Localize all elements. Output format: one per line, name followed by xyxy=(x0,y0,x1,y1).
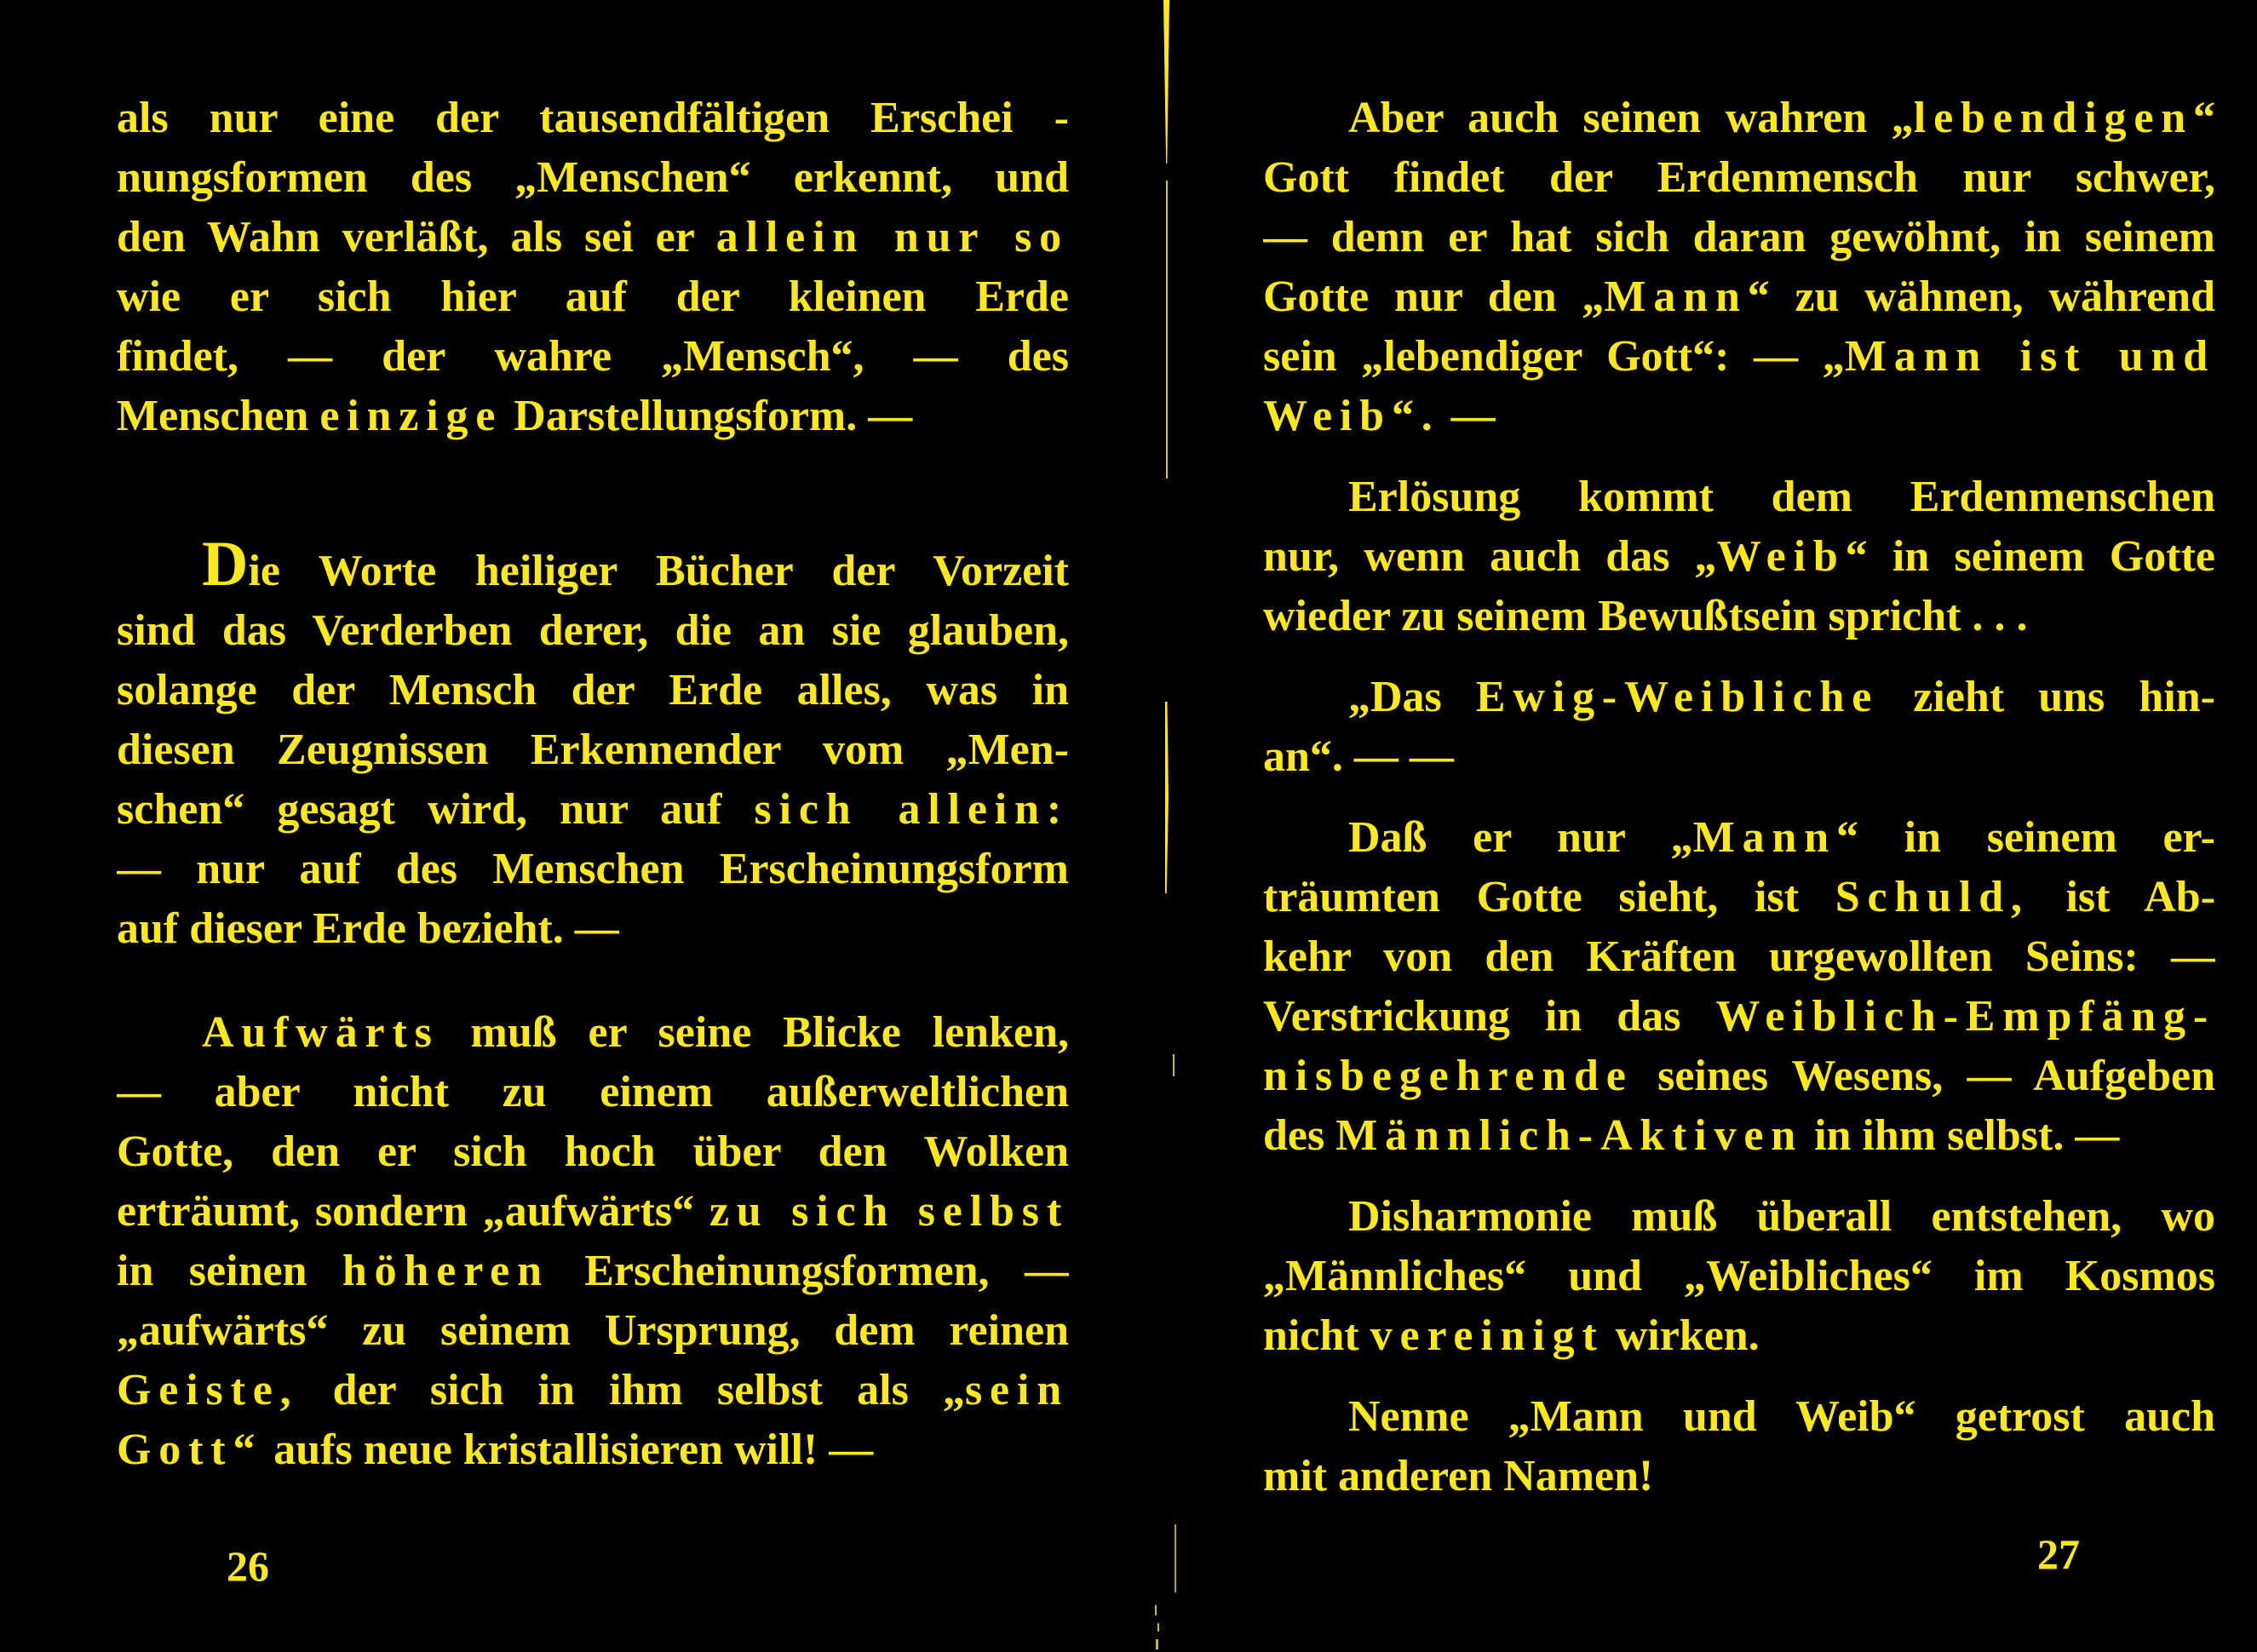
text-segment: aufs neue kristallisieren will! — xyxy=(262,1425,874,1474)
text-segment: des xyxy=(1263,1111,1336,1160)
text-segment: erträumt, sondern „aufwärts“ xyxy=(117,1187,709,1236)
text-line xyxy=(117,601,1069,661)
letterspaced-text: höheren xyxy=(342,1247,549,1295)
text-line xyxy=(1263,587,2215,646)
spine-shadow-speck xyxy=(1157,1623,1159,1632)
text-line xyxy=(1263,1187,2215,1247)
text-line xyxy=(1263,868,2215,927)
text-line xyxy=(1263,267,2215,327)
letterspaced-text: Mann xyxy=(1692,813,1836,862)
text-line xyxy=(117,1361,1069,1420)
text-segment: der sich in ihm selbst als „ xyxy=(298,1366,965,1414)
text-segment: Darstellungsform. — xyxy=(503,392,913,440)
text-segment: Erscheinungsformen, — xyxy=(548,1247,1069,1295)
text-segment: findet, — der wahre „Mensch“, — des xyxy=(117,332,1069,381)
text-line xyxy=(117,387,1069,446)
text-line xyxy=(1263,1247,2215,1306)
paragraph xyxy=(117,89,1069,446)
text-segment: ie Worte heiliger Bücher der Vorzeit xyxy=(248,547,1069,595)
text-segment: “ xyxy=(2193,94,2215,142)
paragraph xyxy=(117,1003,1069,1480)
text-line xyxy=(117,542,1069,601)
letterspaced-text: lebendigen xyxy=(1913,94,2193,142)
text-line xyxy=(117,1122,1069,1182)
text-line xyxy=(1263,467,2215,527)
text-segment: Nenne „Mann und Weib“ getrost auch xyxy=(1348,1392,2215,1441)
text-segment: Aber auch seinen wahren „ xyxy=(1348,94,1914,142)
text-segment: seines Wesens, — Aufgeben xyxy=(1633,1052,2215,1100)
text-segment: sein „lebendiger Gott“: — „ xyxy=(1263,332,1845,381)
text-line xyxy=(1263,148,2215,208)
text-segment: “ in seinem er- xyxy=(1835,813,2215,862)
text-segment: nicht xyxy=(1263,1311,1370,1360)
text-line xyxy=(1263,1306,2215,1366)
text-line xyxy=(117,327,1069,387)
text-line xyxy=(1263,808,2215,868)
letterspaced-text: vereinigt xyxy=(1370,1311,1605,1360)
spine-shadow-speck xyxy=(1173,1054,1174,1076)
text-segment: schen“ gesagt wird, nur auf xyxy=(117,785,755,834)
text-line xyxy=(1263,1106,2215,1166)
paragraph xyxy=(1263,808,2215,1166)
letterspaced-text: allein nur so xyxy=(715,213,1069,261)
letterspaced-text: Gott“ xyxy=(117,1425,263,1474)
initial-capital: D xyxy=(202,542,249,599)
page-number-left: 26 xyxy=(227,1542,269,1590)
text-line xyxy=(117,1003,1069,1063)
text-segment: Verstrickung in das xyxy=(1263,992,1716,1041)
text-line xyxy=(117,267,1069,327)
text-segment: in seinen xyxy=(117,1247,342,1295)
text-segment: sind das Verderben derer, die an sie glauben, xyxy=(117,606,1069,655)
text-line xyxy=(1263,208,2215,267)
text-line xyxy=(1263,89,2215,148)
text-segment: — aber nicht zu einem außerweltlichen xyxy=(117,1068,1069,1116)
text-segment: „aufwärts“ zu seinem Ursprung, dem reinen xyxy=(117,1306,1069,1355)
text-segment: als nur eine der tausendfältigen Erschei - xyxy=(117,94,1069,142)
letterspaced-text: Ewig-Weibliche xyxy=(1475,673,1880,721)
text-line xyxy=(1263,987,2215,1047)
text-line xyxy=(117,1063,1069,1122)
letterspaced-text: Mann xyxy=(1604,272,1748,321)
text-line xyxy=(1263,527,2215,587)
text-line xyxy=(1263,327,2215,387)
text-line xyxy=(117,148,1069,208)
text-segment: in ihm selbst. — xyxy=(1803,1111,2120,1160)
text-segment: Daß er nur „ xyxy=(1348,813,1693,862)
letterspaced-text: Aufwärts xyxy=(202,1008,439,1057)
spine-shadow-line-lower xyxy=(1174,1524,1176,1592)
letterspaced-text: zu sich selbst xyxy=(709,1187,1069,1236)
letterspaced-text: Weiblich-Empfäng- xyxy=(1715,992,2215,1041)
text-segment: “ zu wähnen, während xyxy=(1747,272,2215,321)
text-segment: auf dieser Erde bezieht. — xyxy=(117,904,619,953)
text-line xyxy=(1263,1387,2215,1447)
text-segment: mit anderen Namen! xyxy=(1263,1452,1654,1500)
text-line xyxy=(117,720,1069,780)
text-line xyxy=(1263,927,2215,987)
text-segment: diesen Zeugnissen Erkennender vom „Men- xyxy=(117,726,1069,774)
text-segment: wieder zu seinem Bewußtsein spricht . . . xyxy=(1263,592,2028,640)
text-segment: “ in seinem Gotte xyxy=(1845,532,2215,581)
paragraph xyxy=(1263,1187,2215,1366)
text-segment: — denn er hat sich daran gewöhnt, in seinem xyxy=(1263,213,2215,261)
text-line xyxy=(117,780,1069,840)
text-segment: Disharmonie muß überall entstehen, wo xyxy=(1348,1192,2215,1241)
spine-shadow-line-top xyxy=(1163,0,1169,163)
text-segment: nungsformen des „Menschen“ erkennt, und xyxy=(117,153,1069,202)
text-segment: wie er sich hier auf der kleinen Erde xyxy=(117,272,1069,321)
text-segment: den Wahn verläßt, als sei er xyxy=(117,213,716,261)
page-number-right: 27 xyxy=(2037,1530,2080,1578)
text-line xyxy=(1263,1047,2215,1106)
text-line xyxy=(1263,727,2215,787)
spine-shadow-speck xyxy=(1155,1605,1157,1615)
text-line xyxy=(117,1182,1069,1242)
text-segment: ist Ab- xyxy=(2029,873,2215,921)
letterspaced-text: sein xyxy=(964,1366,1069,1414)
letterspaced-text: nisbegehrende xyxy=(1263,1052,1634,1100)
text-line xyxy=(1263,1447,2215,1506)
paragraph xyxy=(117,542,1069,959)
right-page-text xyxy=(1263,89,2215,1506)
text-line xyxy=(1263,668,2215,727)
text-segment: — nur auf des Menschen Erscheinungsform xyxy=(117,845,1069,893)
paragraph xyxy=(1263,89,2215,446)
left-page-text xyxy=(117,89,1069,1480)
text-segment: Gotte nur den „ xyxy=(1263,272,1605,321)
spine-shadow-line-middle xyxy=(1164,702,1169,893)
text-line xyxy=(117,840,1069,899)
text-segment: an“. — — xyxy=(1263,732,1454,781)
letterspaced-text: Mann ist und xyxy=(1844,332,2215,381)
letterspaced-text: Männlich-Aktiven xyxy=(1335,1111,1804,1160)
text-segment: Gotte, den er sich hoch über den Wolken xyxy=(117,1127,1069,1176)
letterspaced-text: einzige xyxy=(319,392,503,440)
text-segment: Gott findet der Erdenmensch nur schwer, xyxy=(1263,153,2215,202)
text-segment: nur, wenn auch das „ xyxy=(1263,532,1717,581)
text-segment: „Das xyxy=(1348,673,1476,721)
letterspaced-text: Schuld, xyxy=(1835,873,2030,921)
letterspaced-text: sich allein: xyxy=(754,785,1069,834)
text-line xyxy=(117,661,1069,720)
text-line xyxy=(117,89,1069,148)
text-line xyxy=(1263,387,2215,446)
text-segment: Erlösung kommt dem Erdenmenschen xyxy=(1348,473,2215,521)
letterspaced-text: Geiste, xyxy=(117,1366,299,1414)
text-line xyxy=(117,1301,1069,1361)
text-line xyxy=(117,208,1069,267)
paragraph xyxy=(1263,467,2215,646)
paragraph xyxy=(1263,1387,2215,1506)
spine-shadow-speck xyxy=(1156,1639,1158,1649)
text-line xyxy=(117,899,1069,959)
letterspaced-text: Weib“. xyxy=(1263,392,1440,440)
text-segment: „Männliches“ und „Weibliches“ im Kosmos xyxy=(1263,1252,2215,1300)
text-segment: kehr von den Kräften urgewollten Seins: — xyxy=(1263,932,2215,981)
text-segment: muß er seine Blicke lenken, xyxy=(439,1008,1069,1057)
text-segment: — xyxy=(1439,392,1496,440)
paragraph xyxy=(1263,668,2215,787)
text-line xyxy=(117,1242,1069,1301)
text-line xyxy=(117,1420,1069,1480)
spine-shadow-line-upper xyxy=(1166,181,1168,479)
text-segment: zieht uns hin- xyxy=(1879,673,2215,721)
text-segment: träumten Gotte sieht, ist xyxy=(1263,873,1835,921)
letterspaced-text: Weib xyxy=(1716,532,1846,581)
text-segment: Menschen xyxy=(117,392,320,440)
text-segment: solange der Mensch der Erde alles, was in xyxy=(117,666,1069,714)
text-segment: wirken. xyxy=(1604,1311,1760,1360)
